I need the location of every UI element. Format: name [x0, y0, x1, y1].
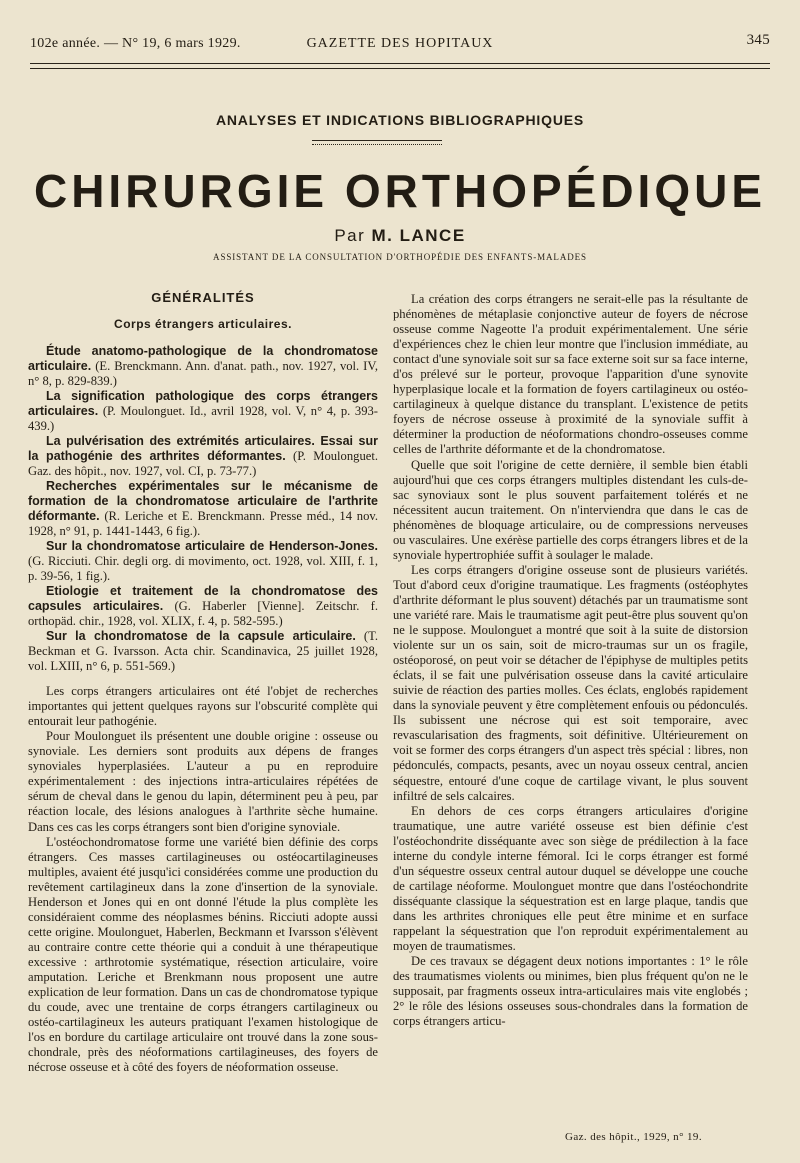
ornament-divider — [312, 140, 442, 145]
body-paragraph: La création des corps étrangers ne serait-elle pas la résultante de phénomènes de métaplasie conjonctive auteur de foyers de nécrose osseuse comme Nageotte l'a produit expérimentalement. Une série d'expériences chez le chien leur montre que l'inclusion immédiate, au contact d'une synoviale soit sur sa face externe soit sur sa face interne, d'os prélevé sur le porteur, provoque l'apparition d'une synovite hyperplasique locale et la formation de foyers cartilagineux ou ostéo-cartilagineux à quelque distance du transplant. L'existence de petits foyers de nécrose osseuse à proximité de la synoviale suffit à déterminer la production de néoformations chondro-osseuses comme celles de l'arthrite déformante et de la chondromatose. — [393, 292, 748, 457]
body-paragraph: En dehors de ces corps étrangers articulaires d'origine traumatique, une autre variété osseuse est bien définie c'est l'ostéochondrite disséquante avec son siège de prédilection à la face interne du condyle interne fémoral. Ici le corps étranger est formé d'un séquestre osseux central autour duquel se développe une couche de cartilage néoforme. Moulonguet montre que dans l'ostéochondrite disséquante classique la séquestration est en large plaque, tandis que dans les arthrites chroniques elle peut être minime et en surface rappelant la séquestration que l'on reproduit expérimentalement au moyen de traumatismes. — [393, 803, 748, 954]
body-paragraph: Pour Moulonguet ils présentent une double origine : osseuse ou synoviale. Les derniers sont produits aux dépens de franges synoviales hyperplasiées. L'auteur a pu en reproduire expérimentalement : des injections intra-articulaires répétées de sérum de cheval dans le genou du lapin, déterminent peu à peu, par réaction locale, des lésions analogues à l'arthrite sèche humaine. Dans ces cas les corps étrangers sont bien d'origine synoviale. — [28, 729, 378, 834]
byline — [0, 226, 800, 246]
body-paragraph: Quelle que soit l'origine de cette dernière, il semble bien établi aujourd'hui que ces corps étrangers multiples distendant les culs-de-sac synoviaux sont le plus souvent parfaitement tolérés et ne nécessitent aucun traitement. On n'interviendra que dans le cas de phénomènes de bloquage articulaire, ou de compressions nerveuses ou vasculaires. Une exérèse partielle des corps étrangers libres et de la synoviale hypertrophiée suffit à soulager le malade. — [393, 457, 748, 562]
page-number: 345 — [746, 32, 770, 48]
issue-info: 102e année. — N° 19, 6 mars 1929. — [30, 36, 241, 51]
reference-item: Etiologie et traitement de la chondromatose des capsules articulaires. (G. Haberler [Vienne]. Zeitschr. f. orthopäd. chir., 1928, vol. XLIX, f. 4, p. 582-595.) — [28, 584, 378, 629]
reference-item: La pulvérisation des extrémités articulaires. Essai sur la pathogénie des arthrites déformantes. (P. Moulonguet. Gaz. des hôpit., nov. 1927, vol. CI, p. 73-77.) — [28, 434, 378, 479]
body-paragraph: L'ostéochondromatose forme une variété bien définie des corps étrangers. Ces masses cartilagineuses ou ostéocartilagineuses multiples, avaient été jusqu'ici considérées comme une production du revêtement cartilagineux dans la zone d'insertion de la synoviale. Henderson et Jones qui en ont donné l'étude la plus complète les considéraient comme des néoplasmes bénins. Ricciuti adopte aussi cette origine. Moulonguet, Haberlen, Beckmann et Ivarsson s'élèvent au contraire contre cette théorie qui a conduit à une thérapeutique excessive : arthrotomie systématique, résection articulaire, voire amputation. Leriche et Brenkmann nous proposent une autre explication de leur formation. Dans un cas de chondromatose typique du coude, avec une trentaine de corps étrangers cartilagineux ou ostéo-cartilagineux les auteurs pratiquant l'examen histologique de l'os en bordure du cartilage articulaire ont trouvé dans la zone sous-chondrale, près des néoformations cartilagineuses, des foyers de nécrose osseuse et à côté des foyers de néoformation osseuse. — [28, 834, 378, 1075]
reference-list — [28, 344, 378, 674]
running-head — [30, 32, 770, 56]
reference-item: Sur la chondromatose de la capsule articulaire. (T. Beckman et G. Ivarsson. Acta chir. Scandinavica, 25 juillet 1928, vol. LXIII, n° 6, p. 551-569.) — [28, 629, 379, 674]
header-rule — [30, 63, 770, 69]
author-affiliation: ASSISTANT DE LA CONSULTATION D'ORTHOPÉDIE DES ENFANTS-MALADES — [213, 252, 587, 262]
topic-subheading: Corps étrangers articulaires. — [114, 317, 292, 332]
reference-item: Étude anatomo-pathologique de la chondromatose articulaire. (E. Brenckmann. Ann. d'anat. path., nov. 1927, vol. IV, n° 8, p. 829-839.) — [28, 344, 378, 389]
footer-citation: Gaz. des hôpit., 1929, n° 19. — [565, 1131, 702, 1143]
right-column — [393, 292, 748, 1029]
reference-item: La signification pathologique des corps étrangers articulaires. (P. Moulonguet. Id., avril 1928, vol. V, n° 4, p. 393-439.) — [28, 389, 378, 434]
reference-item: Sur la chondromatose articulaire de Henderson-Jones. (G. Ricciuti. Chir. degli org. di movimento, oct. 1928, vol. XIII, f. 1, p. 39-56, 1 fig.). — [28, 539, 378, 584]
byline-par: Par — [334, 226, 366, 245]
section-heading: ANALYSES ET INDICATIONS BIBLIOGRAPHIQUES — [215, 112, 585, 128]
body-paragraph: De ces travaux se dégagent deux notions importantes : 1° le rôle des traumatismes violents ou minimes, bien plus fréquent qu'on ne le supposait, par fragments osseux intra-articulaires mais vite englobés ; 2° le rôle des lésions osseuses sous-chondrales dans la formation de corps étrangers articu- — [393, 954, 748, 1029]
left-column — [28, 290, 378, 1075]
body-paragraph: Les corps étrangers articulaires ont été l'objet de recherches importantes qui jettent quelques rayons sur l'obscurité complète qui entourait leur pathogénie. — [28, 684, 378, 729]
reference-item: Recherches expérimentales sur le mécanisme de formation de la chondromatose articulaire de l'arthrite déformante. (R. Leriche et E. Brenckmann. Presse méd., 14 nov. 1928, n° 91, p. 1441-1443, 6 fig.). — [28, 479, 378, 539]
journal-name: GAZETTE DES HOPITAUX — [306, 36, 494, 51]
article-title: CHIRURGIE ORTHOPÉDIQUE — [33, 165, 767, 217]
author-name: M. LANCE — [371, 226, 466, 245]
body-paragraph: Les corps étrangers d'origine osseuse sont de plusieurs variétés. Tout d'abord ceux d'origine traumatique. Les fragments (ostéophytes d'arthrite déformant le plus souvent) détachés par un traumatisme sont une variété rare. Mais le traumatisme agit peut-être plus souvent qu'on ne le suppose. Moulonguet a montré que soit à la suite de distorsion violente sur un os sain, soit de micro-traumas sur un os fragile, ostéoporosé, on peut voir se détacher de l'épiphyse de multiples petits éclats, il se fait une pulvérisation osseuse dans la cavité articulaire suivie de réaction des parties molles. Ces éclats, englobés rapidement dans la synoviale peuvent y être complètement enfouis ou pédonculés. Ils subissent une nécrose qui est soit temporaire, avec revascularisation des fragments, soit définitive. Ultérieurement on voit se former des corps étrangers d'un aspect très spécial : libres, non pédonculés, compacts, pesants, avec un noyau osseux central, ancien séquestre, entouré d'une coque de cartilage vivant, le plus souvent infiltré de sels calcaires. — [393, 562, 748, 803]
section-subheading: GÉNÉRALITÉS — [151, 290, 255, 305]
